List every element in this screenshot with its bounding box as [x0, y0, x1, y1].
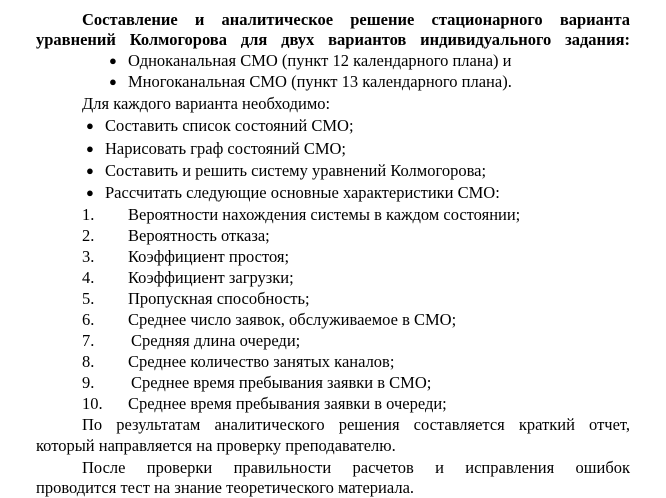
bullet-icon: ● [109, 74, 117, 89]
characteristic-item: Среднее количество занятых каналов; [128, 352, 395, 371]
characteristic-item: Вероятность отказа; [128, 226, 270, 245]
characteristic-item: Вероятности нахождения системы в каждом состоянии; [128, 205, 521, 224]
list-number: 8. [82, 352, 95, 371]
variant-item-2: Многоканальная СМО (пункт 13 календарного плана). [128, 72, 512, 91]
bullet-icon: ● [86, 163, 94, 178]
variant-item-1: Одноканальная СМО (пункт 12 календарного плана) и [128, 51, 512, 70]
list-number: 10. [82, 394, 103, 413]
characteristic-item: Коэффициент простоя; [128, 247, 290, 266]
bullet-icon: ● [109, 53, 117, 68]
section-title-line-1: Составление и аналитическое решение стационарного варианта [82, 10, 630, 29]
characteristic-item: Среднее время пребывания заявки в очереди; [128, 394, 447, 413]
characteristic-item: Среднее время пребывания заявки в СМО; [131, 373, 432, 392]
list-number: 4. [82, 268, 95, 287]
test-paragraph-line-2: проводится тест на знание теоретического материала. [36, 478, 415, 497]
bullet-icon: ● [86, 185, 94, 200]
list-number: 1. [82, 205, 95, 224]
list-number: 7. [82, 331, 95, 350]
characteristic-item: Среднее число заявок, обслуживаемое в СМО; [128, 310, 457, 329]
task-item-2: Нарисовать граф состояний СМО; [105, 139, 346, 158]
section-title-line-2: уравнений Колмогорова для двух вариантов индивидуального задания: [36, 30, 630, 49]
task-item-4: Рассчитать следующие основные характеристики СМО: [105, 183, 500, 202]
bullet-icon: ● [86, 141, 94, 156]
list-number: 6. [82, 310, 95, 329]
task-item-3: Составить и решить систему уравнений Колмогорова; [105, 161, 487, 180]
cut-off-text [36, 0, 56, 8]
characteristic-item: Средняя длина очереди; [131, 331, 301, 350]
report-paragraph-line-2: который направляется на проверку преподавателю. [36, 436, 396, 455]
list-number: 9. [82, 373, 95, 392]
test-paragraph-line-1: После проверки правильности расчетов и исправления ошибок [82, 458, 630, 477]
report-paragraph-line-1: По результатам аналитического решения составляется краткий отчет, [82, 415, 630, 434]
task-item-1: Составить список состояний СМО; [105, 116, 354, 135]
list-number: 2. [82, 226, 95, 245]
list-number: 3. [82, 247, 95, 266]
list-number: 5. [82, 289, 95, 308]
characteristic-item: Пропускная способность; [128, 289, 310, 308]
intro-text: Для каждого варианта необходимо: [82, 94, 331, 113]
bullet-icon: ● [86, 118, 94, 133]
characteristic-item: Коэффициент загрузки; [128, 268, 294, 287]
